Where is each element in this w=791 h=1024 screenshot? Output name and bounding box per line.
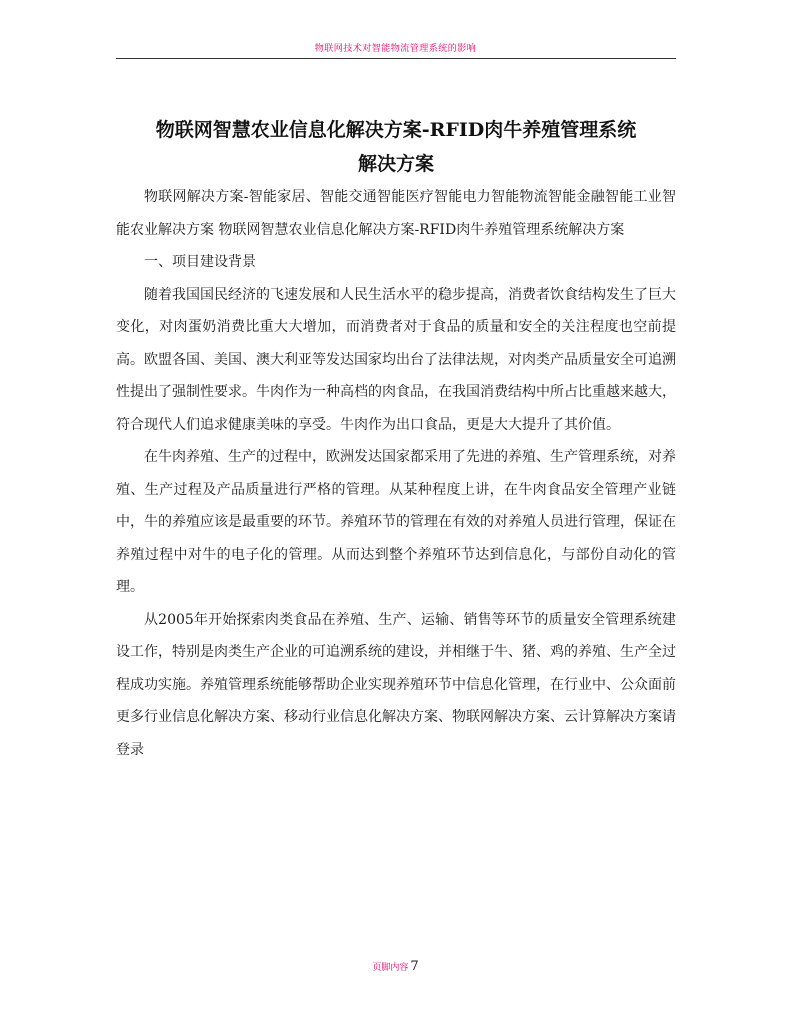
section-heading: 一、项目建设背景: [144, 254, 256, 270]
page-number: 7: [410, 959, 419, 974]
header-divider: [116, 58, 676, 59]
running-header: 物联网技术对智能物流管理系统的影响: [314, 44, 477, 54]
background-paragraph-3: 从2005年开始探索肉类食品在养殖、生产、运输、销售等环节的质量安全管理系统建设工作，特别是肉类生产企业的可追溯系统的建设，并相继于牛、猪、鸡的养殖、生产全过程成功实施。养殖管理系统能够帮助企业实现养殖环节中信息化管理，在行业中、公众面前更多行业信息化解决方案、移动行业信息化解决方案、物联网解决方案、云计算解决方案请登录: [116, 611, 676, 758]
intro-paragraph: 物联网解决方案-智能家居、智能交通智能医疗智能电力智能物流智能金融智能工业智能农业解决方案 物联网智慧农业信息化解决方案-RFID肉牛养殖管理系统解决方案: [116, 189, 676, 238]
document-body: [116, 181, 676, 766]
document-title-line-1: 物联网智慧农业信息化解决方案-RFID肉牛养殖管理系统: [155, 119, 637, 141]
background-paragraph-2: 在牛肉养殖、生产的过程中，欧洲发达国家都采用了先进的养殖、生产管理系统，对养殖、生产过程及产品质量进行严格的管理。从某种程度上讲，在牛肉食品安全管理产业链中，牛的养殖应该是最重要的环节。养殖环节的管理在有效的对养殖人员进行管理，保证在养殖过程中对牛的电子化的管理。从而达到整个养殖环节达到信息化，与部份自动化的管理。: [116, 449, 676, 595]
footer-label: 页脚内容: [372, 963, 409, 973]
document-title-line-2: 解决方案: [357, 153, 434, 175]
page-footer: [0, 958, 791, 977]
background-paragraph-1: 随着我国国民经济的飞速发展和人民生活水平的稳步提高，消费者饮食结构发生了巨大变化，对肉蛋奶消费比重大大增加，而消费者对于食品的质量和安全的关注程度也空前提高。欧盟各国、美国、澳大利亚等发达国家均出台了法律法规，对肉类产品质量安全可追溯性提出了强制性要求。牛肉作为一种高档的肉食品，在我国消费结构中所占比重越来越大，符合现代人们追求健康美味的享受。牛肉作为出口食品，更是大大提升了其价值。: [116, 286, 676, 433]
document-title: [116, 113, 676, 181]
